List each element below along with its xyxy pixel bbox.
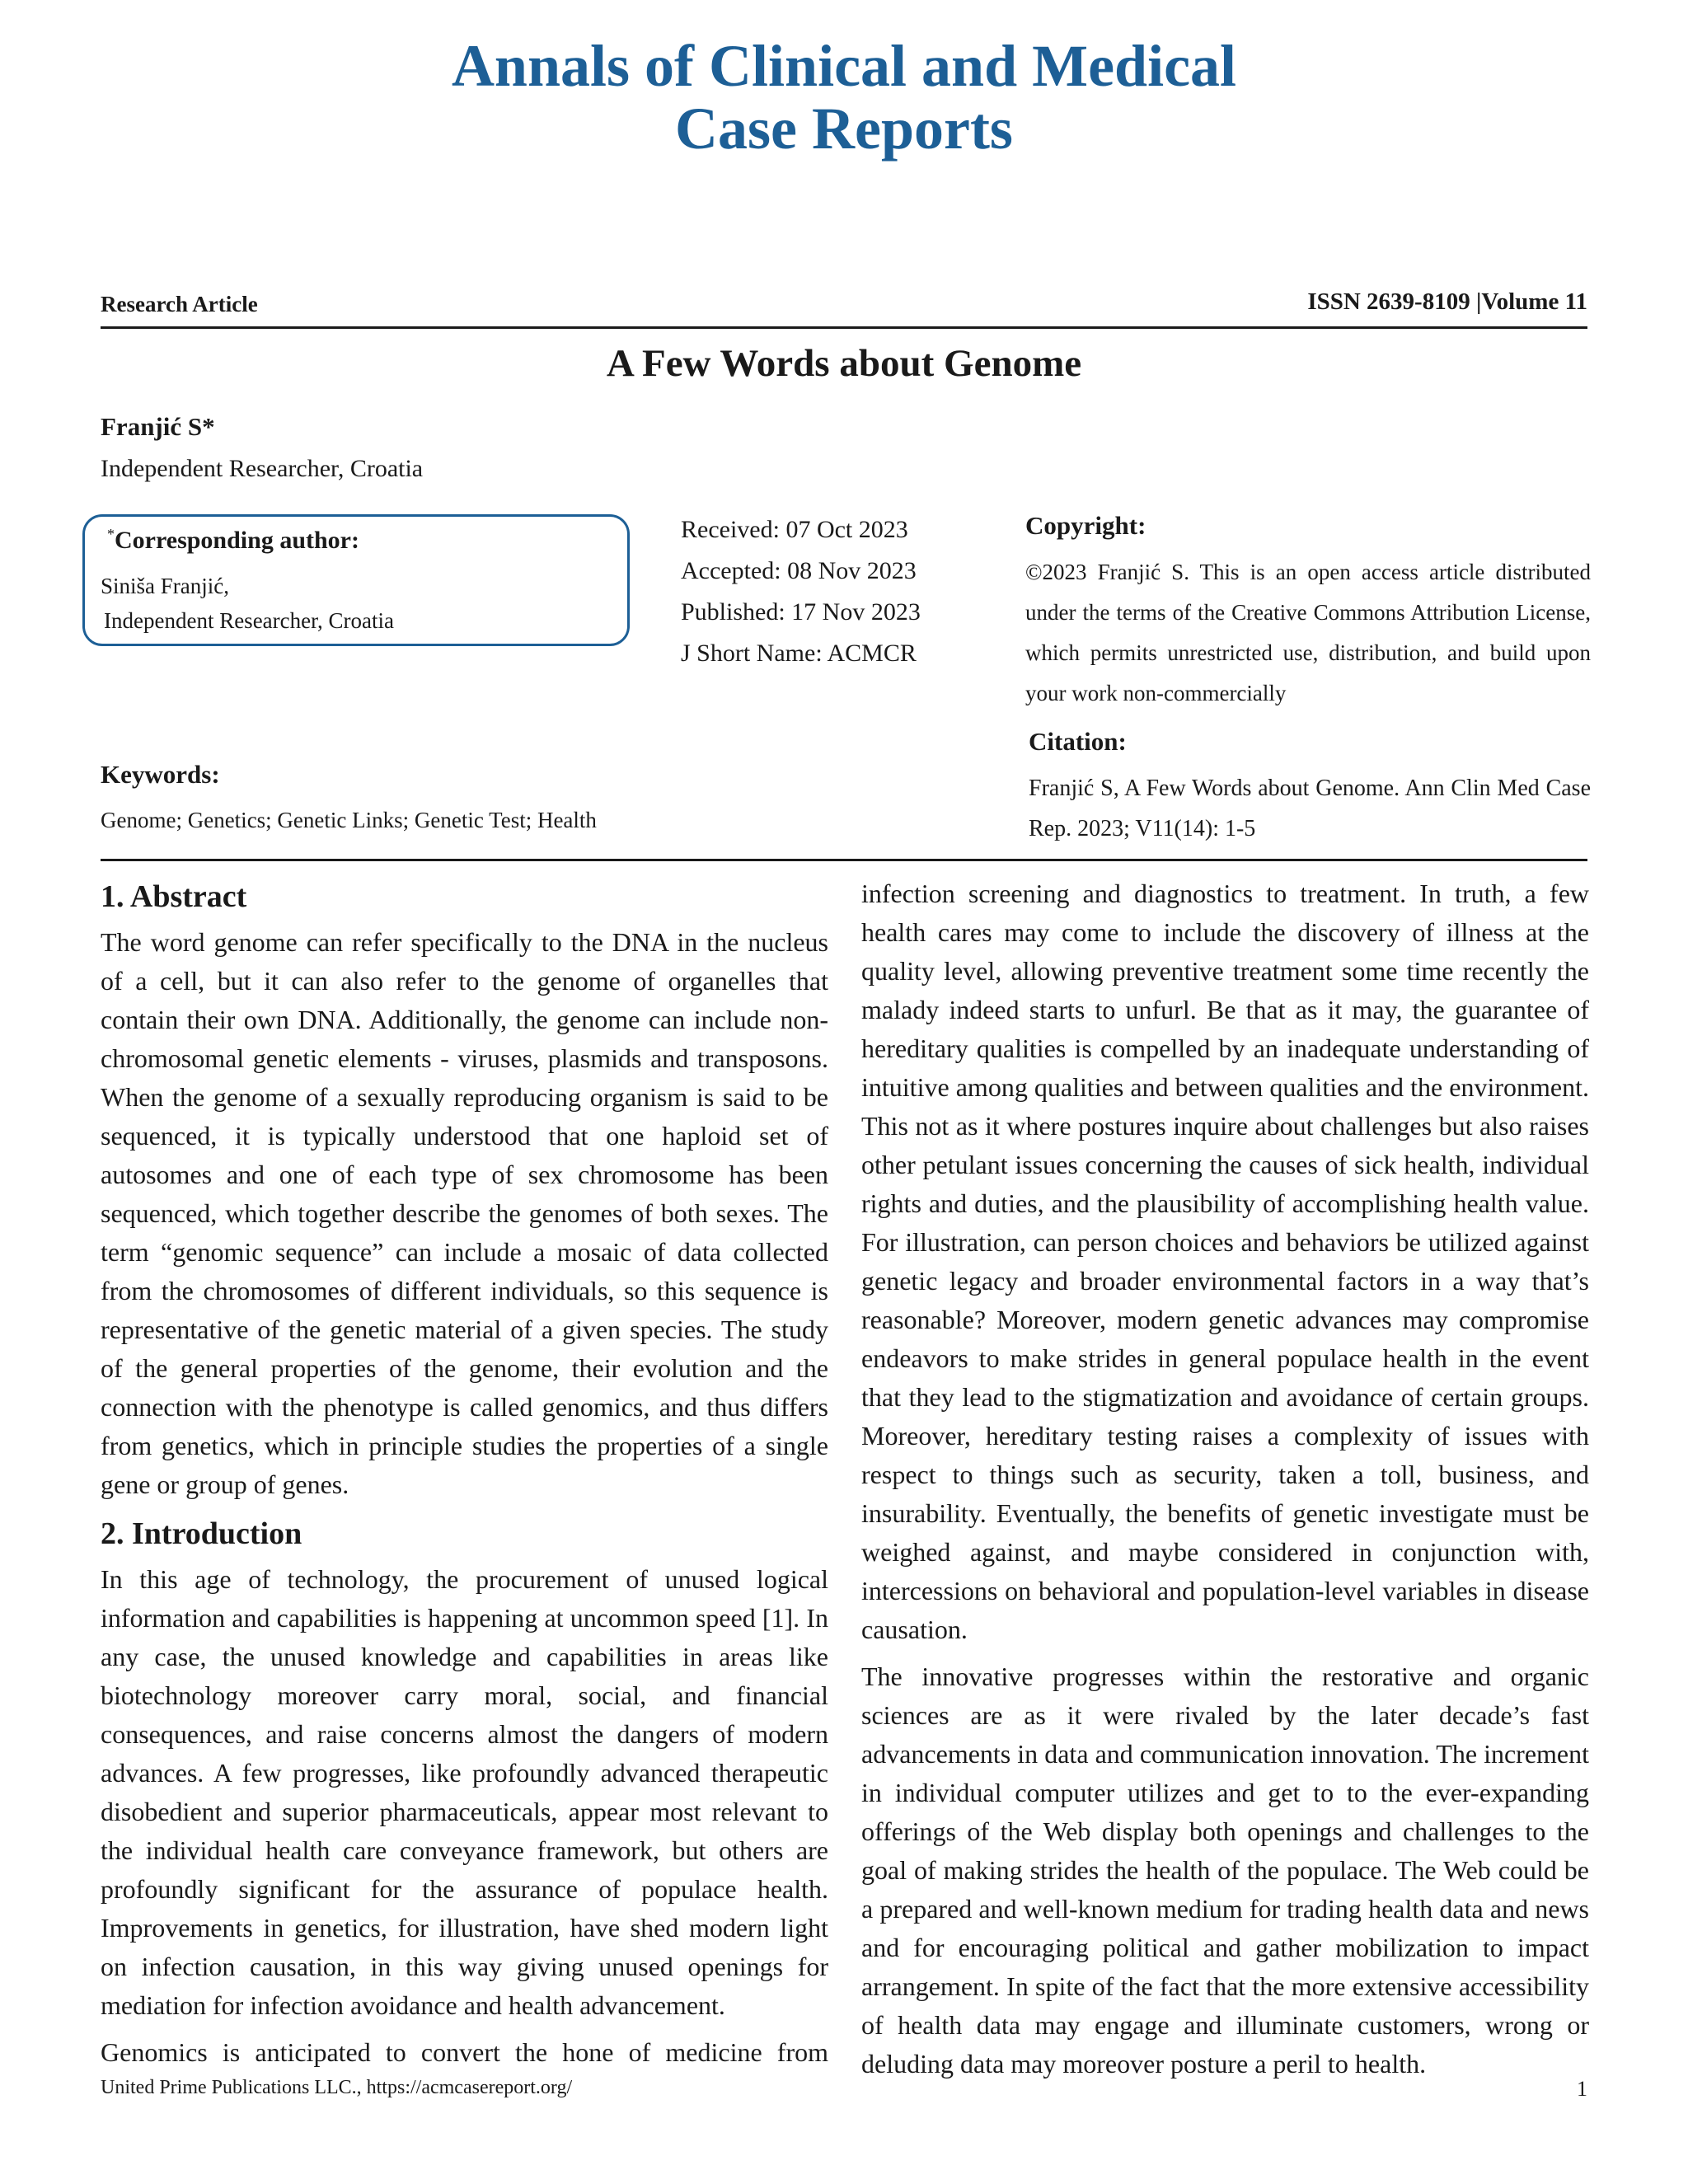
introduction-paragraph-2-start: Genomics is anticipated to convert the hone of medicine from xyxy=(101,2037,828,2067)
journal-title-line2: Case Reports xyxy=(675,96,1013,162)
introduction-paragraph-1: In this age of technology, the procurement of unused logical information and capabilities is happening at uncommon speed [1]. In any case, the unused knowledge and capabilities in areas like biotechnology moreover carry moral, social, and financial consequences, and raise concerns almost the dangers of modern advances. A few progresses, like profoundly advanced therapeutic disobedient and superior pharmaceuticals, appear most relevant to the individual health care conveyance framework, but others are profoundly significant for the assurance of populace health. Improvements in genetics, for illustration, have shed modern light on infection causation, in this way giving unused openings for mediation for infection avoidance and health advancement. xyxy=(101,1564,828,2020)
abstract-paragraph: The word genome can refer specifically to the DNA in the nucleus of a cell, but it can also refer to the genome of organelles that contain their own DNA. Additionally, the genome can include non-chromosomal genetic elements - viruses, plasmids and transposons. When the genome of a sexually reproducing organism is said to be sequenced, it is typically understood that one haploid set of autosomes and one of each type of sex chromosome has been sequenced, which together describe the genomes of both sexes. The term “genomic sequence” can include a mosaic of data collected from the chromosomes of different individuals, so this sequence is representative of the genetic material of a given species. The study of the general properties of the genome, their evolution and the connection with the phenotype is called genomics, and thus differs from genetics, which in principle studies the properties of a single gene or group of genes. xyxy=(101,927,828,1499)
left-column xyxy=(101,872,828,2080)
abstract-heading: 1. Abstract xyxy=(101,879,247,914)
introduction-paragraph-3: The innovative progresses within the restorative and organic sciences are as it were rivaled by the later decade’s fast advancements in data and communication innovation. The increment in individual computer utilizes and get to to the ever-expanding offerings of the Web display both openings and challenges to the goal of making strides the health of the populace. The Web could be a prepared and well-known medium for trading health data and news and for encouraging political and gather mobilization to impact arrangement. In spite of the fact that the more extensive accessibility of health data may engage and illuminate customers, wrong or deluding data may moreover posture a peril to health. xyxy=(861,1661,1589,2079)
journal-short-name: J Short Name: ACMCR xyxy=(681,640,917,667)
citation-text: Franjić S, A Few Words about Genome. Ann Clin Med Case Rep. 2023; V11(14): 1-5 xyxy=(1029,776,1591,841)
copyright-title: Copyright: xyxy=(1025,511,1146,540)
issn-volume: ISSN 2639-8109 |Volume 11 xyxy=(1307,288,1587,315)
article-dates xyxy=(681,509,921,674)
introduction-paragraph-2-continued: infection screening and diagnostics to treatment. In truth, a few health cares may come to include the discovery of illness at the quality level, allowing preventive treatment some time recently the malady indeed starts to unfurl. Be that as it may, the guarantee of hereditary qualities is compelled by an inadequate understanding of intuitive among qualities and between qualities and the environment. This not as it where postures inquire about challenges but also raises other petulant issues concerning the causes of sick health, individual rights and duties, and the plausibility of accomplishing health value. For illustration, can person choices and behaviors be utilized against genetic legacy and broader environmental factors in a way that’s reasonable? Moreover, modern genetic advances may compromise endeavors to make strides in general populace health in the event that they lead to the stigmatization and avoidance of certain groups. Moreover, hereditary testing raises a complexity of issues with respect to things such as security, taken a toll, business, and insurability. Eventually, the benefits of genetic investigate must be weighed against, and maybe considered in conjunction with, intercessions on behavioral and population-level variables in disease causation. xyxy=(861,879,1589,1644)
corresponding-author-name: Siniša Franjić, xyxy=(101,574,229,598)
page-number: 1 xyxy=(1577,2077,1587,2101)
article-title: A Few Words about Genome xyxy=(606,342,1082,385)
corresponding-marker: * xyxy=(107,526,115,542)
citation-title: Citation: xyxy=(1029,727,1127,756)
accepted-date: Accepted: 08 Nov 2023 xyxy=(681,557,917,584)
header-divider xyxy=(101,326,1587,329)
body-divider xyxy=(101,859,1587,861)
corresponding-author-affiliation: Independent Researcher, Croatia xyxy=(104,608,395,633)
corresponding-author-title xyxy=(107,526,359,555)
journal-title xyxy=(0,35,1688,160)
received-date: Received: 07 Oct 2023 xyxy=(681,516,908,543)
introduction-heading: 2. Introduction xyxy=(101,1516,302,1551)
journal-title-line1: Annals of Clinical and Medical xyxy=(451,33,1237,99)
footer-publisher: United Prime Publications LLC., https://acmcasereport.org/ xyxy=(101,2077,573,2098)
keywords-text: Genome; Genetics; Genetic Links; Genetic Test; Health xyxy=(101,808,597,832)
article-type: Research Article xyxy=(101,292,258,316)
copyright-text: ©2023 Franjić S. This is an open access article distributed under the terms of the Creative Commons Attribution License, which permits unrestricted use, distribution, and build upon your work non-commercially xyxy=(1025,560,1591,705)
author-name: Franjić S* xyxy=(101,412,215,441)
right-column xyxy=(861,874,1589,2092)
keywords-title: Keywords: xyxy=(101,760,220,789)
corresponding-title-label: Corresponding author: xyxy=(115,527,359,554)
author-affiliation: Independent Researcher, Croatia xyxy=(101,455,424,482)
published-date: Published: 17 Nov 2023 xyxy=(681,598,921,626)
